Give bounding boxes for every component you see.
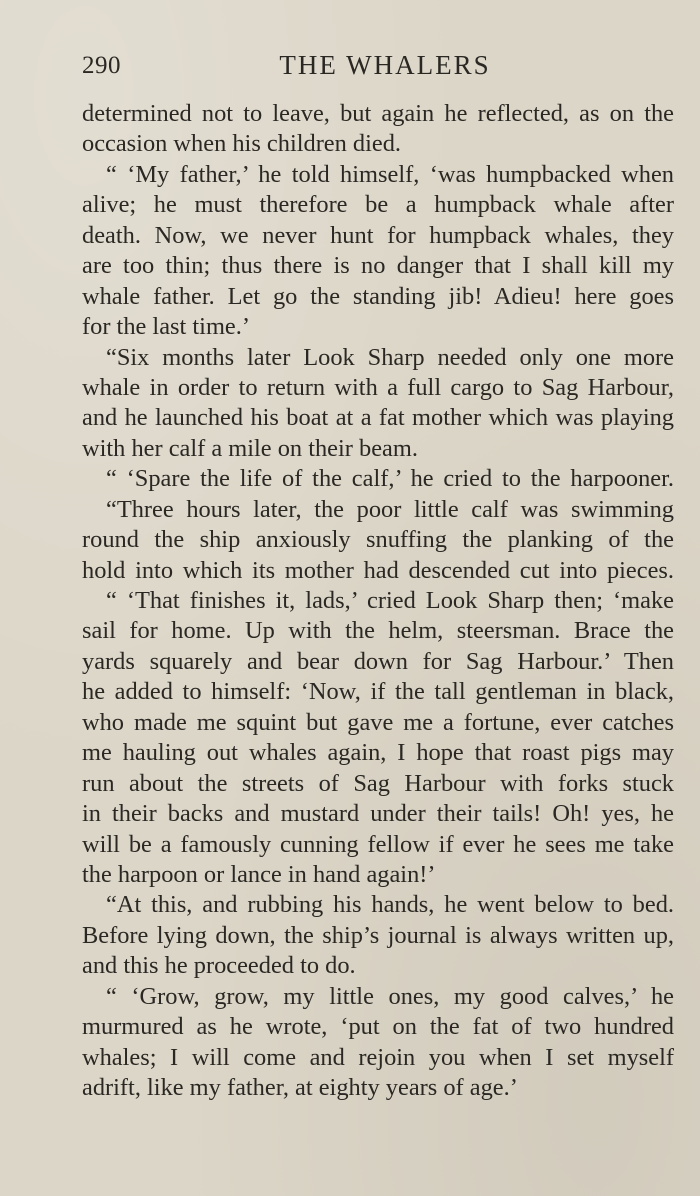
running-title: THE WHALERS xyxy=(279,50,491,80)
text-line: the harpoon or lance in hand again!’ xyxy=(82,860,436,888)
text-line: run about the streets of Sag Harbour with forks stuck xyxy=(82,769,674,797)
text-line: yards squarely and bear down for Sag Harbour.’ Then xyxy=(82,647,674,675)
text-line: adrift, like my father, at eighty years of age.’ xyxy=(82,1074,518,1101)
text-line: are too thin; thus there is no danger that I shall kill my xyxy=(82,252,674,280)
text-line: “ ‘Grow, grow, my little ones, my good calves,’ he xyxy=(106,982,674,1010)
text-line: determined not to leave, but again he reflected, as on the xyxy=(82,100,674,127)
text-line: occasion when his children died. xyxy=(82,130,402,158)
text-line: will be a famously cunning fellow if ever he sees me take xyxy=(82,830,674,858)
text-line: “Three hours later, the poor little calf was swimming xyxy=(106,495,674,523)
text-line: “At this, and rubbing his hands, he went below to bed. xyxy=(106,891,674,919)
text-line: he added to himself: ‘Now, if the tall gentleman in black, xyxy=(82,678,674,706)
text-line: “ ‘That finishes it, lads,’ cried Look Sharp then; ‘make xyxy=(106,587,674,614)
page-number: 290 xyxy=(82,52,121,79)
text-line: whales; I will come and rejoin you when I set myself xyxy=(82,1043,674,1071)
text-line: and this he proceeded to do. xyxy=(82,952,356,980)
text-line: round the ship anxiously snuffing the planking of the xyxy=(82,526,674,554)
text-line: for the last time.’ xyxy=(82,313,250,341)
text-line: “Six months later Look Sharp needed only one more xyxy=(106,343,674,371)
text-line: hold into which its mother had descended cut into pieces. xyxy=(82,556,674,584)
body-text xyxy=(82,99,674,1103)
text-line: and he launched his boat at a fat mother which was playing xyxy=(82,404,674,432)
text-line: whale father. Let go the standing jib! Adieu! here goes xyxy=(82,282,674,310)
text-line: whale in order to return with a full cargo to Sag Harbour, xyxy=(82,373,674,401)
text-line: me hauling out whales again, I hope that roast pigs may xyxy=(82,739,674,767)
running-head xyxy=(82,50,674,84)
text-line: who made me squint but gave me a fortune, ever catches xyxy=(82,708,674,736)
text-line: with her calf a mile on their beam. xyxy=(82,434,418,462)
text-line: alive; he must therefore be a humpback whale after xyxy=(82,191,674,219)
text-line: Before lying down, the ship’s journal is always written up, xyxy=(82,921,674,949)
text-line: murmured as he wrote, ‘put on the fat of two hundred xyxy=(82,1013,674,1041)
text-line: death. Now, we never hunt for humpback whales, they xyxy=(82,221,674,249)
text-line: in their backs and mustard under their tails! Oh! yes, he xyxy=(82,800,674,828)
text-line: “ ‘Spare the life of the calf,’ he cried to the harpooner. xyxy=(106,465,674,493)
text-line: sail for home. Up with the helm, steersman. Brace the xyxy=(82,617,674,645)
text-line: “ ‘My father,’ he told himself, ‘was humpbacked when xyxy=(106,160,674,188)
